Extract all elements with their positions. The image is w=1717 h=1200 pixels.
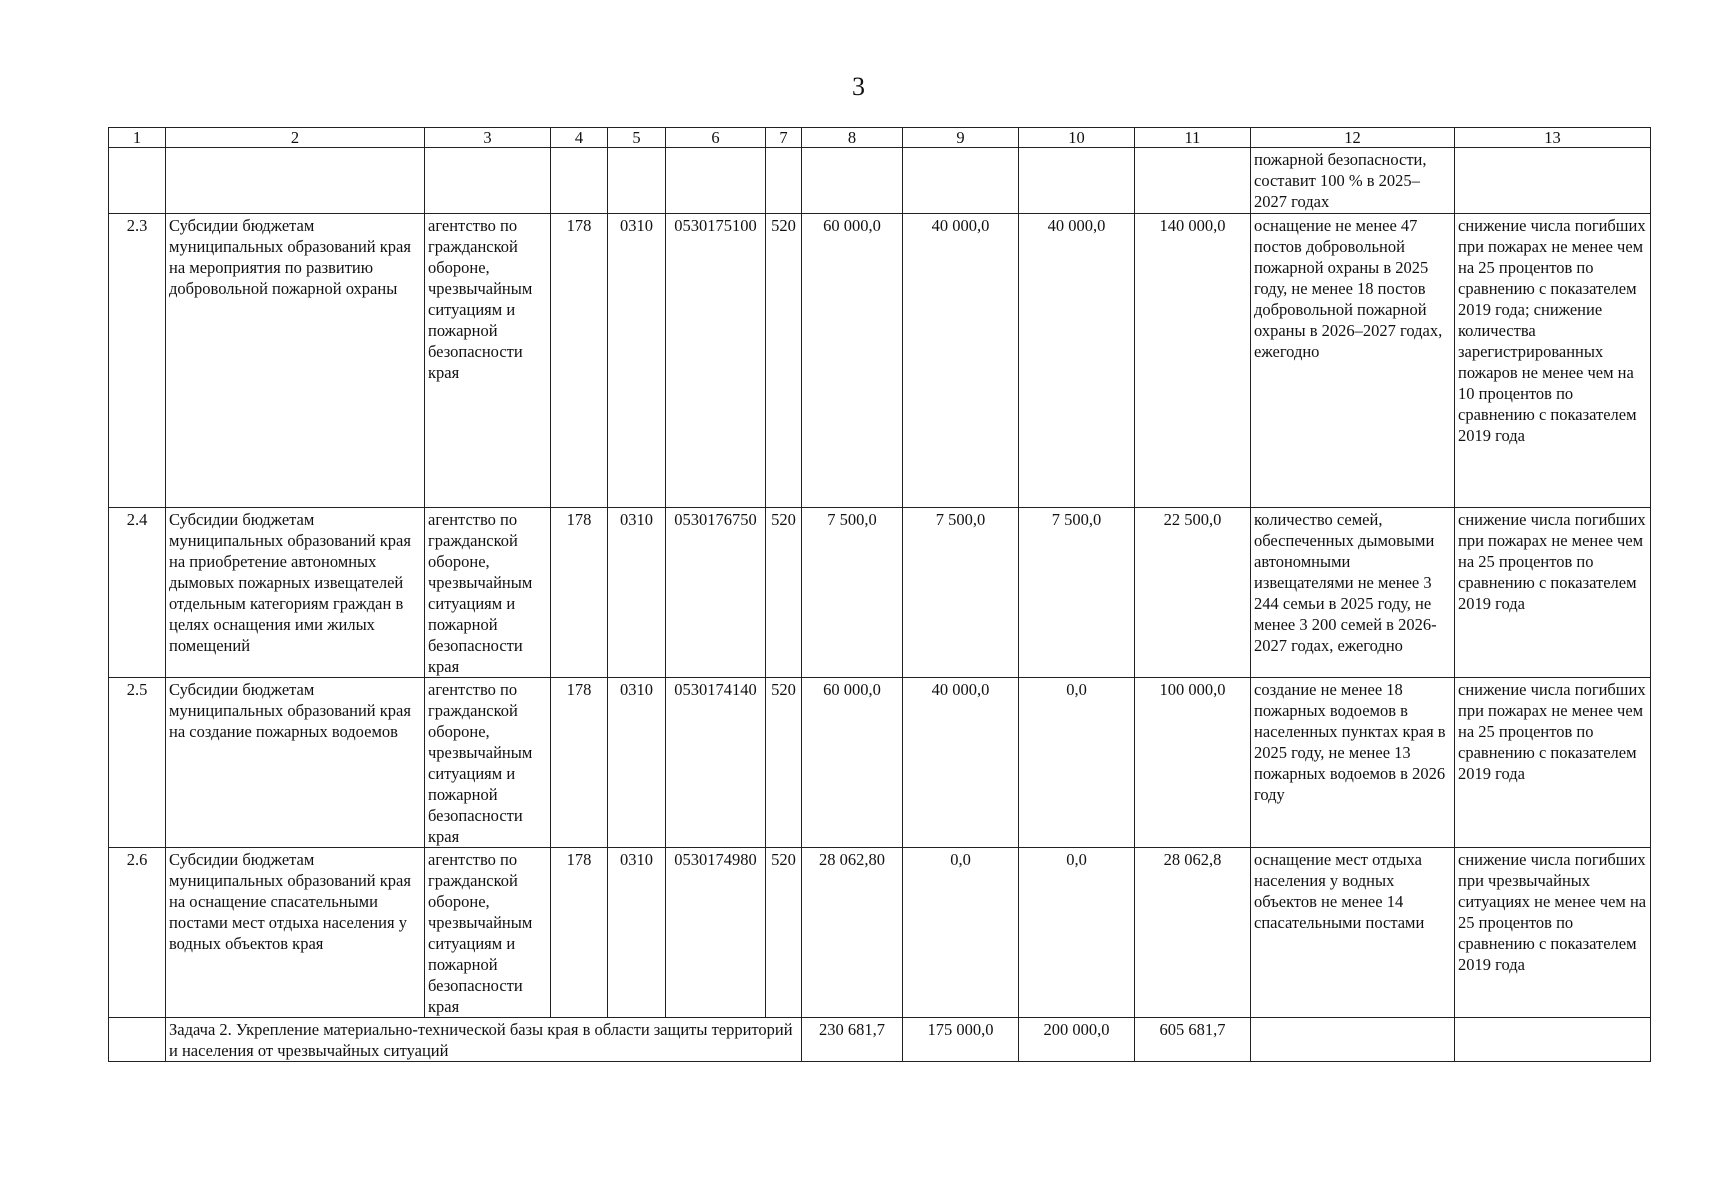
activity-name: Субсидии бюджетам муниципальных образований края на оснащение спасательными постами мест отдыха населения у водных объектов края <box>166 848 425 1018</box>
grbs-code: 178 <box>551 214 608 508</box>
summary-amount-2026: 175 000,0 <box>903 1018 1019 1062</box>
column-number: 2 <box>166 128 425 148</box>
column-number-row <box>109 128 1651 148</box>
amount-2027: 0,0 <box>1019 848 1135 1018</box>
section-code: 0310 <box>608 214 666 508</box>
amount-2026: 7 500,0 <box>903 508 1019 678</box>
expected-result: количество семей, обеспеченных дымовыми автономными извещателями не менее 3 244 семьи в 2025 году, не менее 3 200 семей в 2026-2027 годах, ежегодно <box>1251 508 1455 678</box>
target-article-code: 0530174980 <box>666 848 766 1018</box>
amount-2027: 40 000,0 <box>1019 214 1135 508</box>
table-cell <box>551 148 608 214</box>
table-cell <box>1455 148 1651 214</box>
amount-2025: 60 000,0 <box>802 678 903 848</box>
column-number: 11 <box>1135 128 1251 148</box>
amount-2026: 40 000,0 <box>903 214 1019 508</box>
column-number: 8 <box>802 128 903 148</box>
column-number: 4 <box>551 128 608 148</box>
result-cell: пожарной безопасности, составит 100 % в 2025–2027 годах <box>1251 148 1455 214</box>
table-cell <box>1455 1018 1651 1062</box>
expected-result: оснащение не менее 47 постов добровольной пожарной охраны в 2025 году, не менее 18 постов добровольной пожарной охраны в 2026–2027 годах, ежегодно <box>1251 214 1455 508</box>
activity-name: Субсидии бюджетам муниципальных образований края на мероприятия по развитию добровольной пожарной охраны <box>166 214 425 508</box>
section-code: 0310 <box>608 508 666 678</box>
amount-total: 140 000,0 <box>1135 214 1251 508</box>
amount-2027: 7 500,0 <box>1019 508 1135 678</box>
continuation-row <box>109 148 1651 214</box>
indicator-impact: снижение числа погибших при чрезвычайных ситуациях не менее чем на 25 процентов по сравнению с показателем 2019 года <box>1455 848 1651 1018</box>
table-row <box>109 678 1651 848</box>
table-cell <box>903 148 1019 214</box>
amount-total: 100 000,0 <box>1135 678 1251 848</box>
summary-row <box>109 1018 1651 1062</box>
grbs-code: 178 <box>551 848 608 1018</box>
table-cell <box>1251 1018 1455 1062</box>
expected-result: оснащение мест отдыха населения у водных объектов не менее 14 спасательными постами <box>1251 848 1455 1018</box>
target-article-code: 0530175100 <box>666 214 766 508</box>
table-row <box>109 848 1651 1018</box>
amount-2025: 28 062,80 <box>802 848 903 1018</box>
table-cell <box>166 148 425 214</box>
table-row <box>109 214 1651 508</box>
column-number: 6 <box>666 128 766 148</box>
table-row <box>109 508 1651 678</box>
table-cell <box>425 148 551 214</box>
amount-2025: 7 500,0 <box>802 508 903 678</box>
grbs-code: 178 <box>551 508 608 678</box>
program-activities-table <box>108 127 1651 1062</box>
agency: агентство по гражданской обороне, чрезвычайным ситуациям и пожарной безопасности края <box>425 848 551 1018</box>
row-number: 2.4 <box>109 508 166 678</box>
expense-type-code: 520 <box>766 508 802 678</box>
target-article-code: 0530174140 <box>666 678 766 848</box>
table-cell <box>802 148 903 214</box>
agency: агентство по гражданской обороне, чрезвычайным ситуациям и пожарной безопасности края <box>425 214 551 508</box>
activity-name: Субсидии бюджетам муниципальных образований края на приобретение автономных дымовых пожарных извещателей отдельным категориям граждан в целях оснащения ими жилых помещений <box>166 508 425 678</box>
table-cell <box>608 148 666 214</box>
target-article-code: 0530176750 <box>666 508 766 678</box>
indicator-impact: снижение числа погибших при пожарах не менее чем на 25 процентов по сравнению с показателем 2019 года; снижение количества зарегистрированных пожаров не менее чем на 10 процентов по сравнению с показателем 2019 года <box>1455 214 1651 508</box>
table-cell <box>109 1018 166 1062</box>
agency: агентство по гражданской обороне, чрезвычайным ситуациям и пожарной безопасности края <box>425 508 551 678</box>
amount-2026: 40 000,0 <box>903 678 1019 848</box>
agency: агентство по гражданской обороне, чрезвычайным ситуациям и пожарной безопасности края <box>425 678 551 848</box>
column-number: 9 <box>903 128 1019 148</box>
indicator-impact: снижение числа погибших при пожарах не менее чем на 25 процентов по сравнению с показателем 2019 года <box>1455 508 1651 678</box>
summary-amount-2027: 200 000,0 <box>1019 1018 1135 1062</box>
amount-total: 22 500,0 <box>1135 508 1251 678</box>
expense-type-code: 520 <box>766 848 802 1018</box>
column-number: 5 <box>608 128 666 148</box>
amount-2026: 0,0 <box>903 848 1019 1018</box>
row-number: 2.5 <box>109 678 166 848</box>
indicator-impact: снижение числа погибших при пожарах не менее чем на 25 процентов по сравнению с показателем 2019 года <box>1455 678 1651 848</box>
activity-name: Субсидии бюджетам муниципальных образований края на создание пожарных водоемов <box>166 678 425 848</box>
expense-type-code: 520 <box>766 214 802 508</box>
section-code: 0310 <box>608 848 666 1018</box>
grbs-code: 178 <box>551 678 608 848</box>
column-number: 10 <box>1019 128 1135 148</box>
row-number: 2.6 <box>109 848 166 1018</box>
amount-total: 28 062,8 <box>1135 848 1251 1018</box>
expense-type-code: 520 <box>766 678 802 848</box>
column-number: 7 <box>766 128 802 148</box>
summary-amount-total: 605 681,7 <box>1135 1018 1251 1062</box>
expected-result: создание не менее 18 пожарных водоемов в населенных пунктах края в 2025 году, не менее 13 пожарных водоемов в 2026 году <box>1251 678 1455 848</box>
table-cell <box>766 148 802 214</box>
section-code: 0310 <box>608 678 666 848</box>
table-cell <box>109 148 166 214</box>
column-number: 3 <box>425 128 551 148</box>
amount-2025: 60 000,0 <box>802 214 903 508</box>
row-number: 2.3 <box>109 214 166 508</box>
summary-amount-2025: 230 681,7 <box>802 1018 903 1062</box>
amount-2027: 0,0 <box>1019 678 1135 848</box>
page-number: 3 <box>852 72 865 101</box>
table-cell <box>1135 148 1251 214</box>
column-number: 13 <box>1455 128 1651 148</box>
column-number: 1 <box>109 128 166 148</box>
table-cell <box>1019 148 1135 214</box>
task-label: Задача 2. Укрепление материально-технической базы края в области защиты территорий и населения от чрезвычайных ситуаций <box>166 1018 802 1062</box>
table-cell <box>666 148 766 214</box>
column-number: 12 <box>1251 128 1455 148</box>
